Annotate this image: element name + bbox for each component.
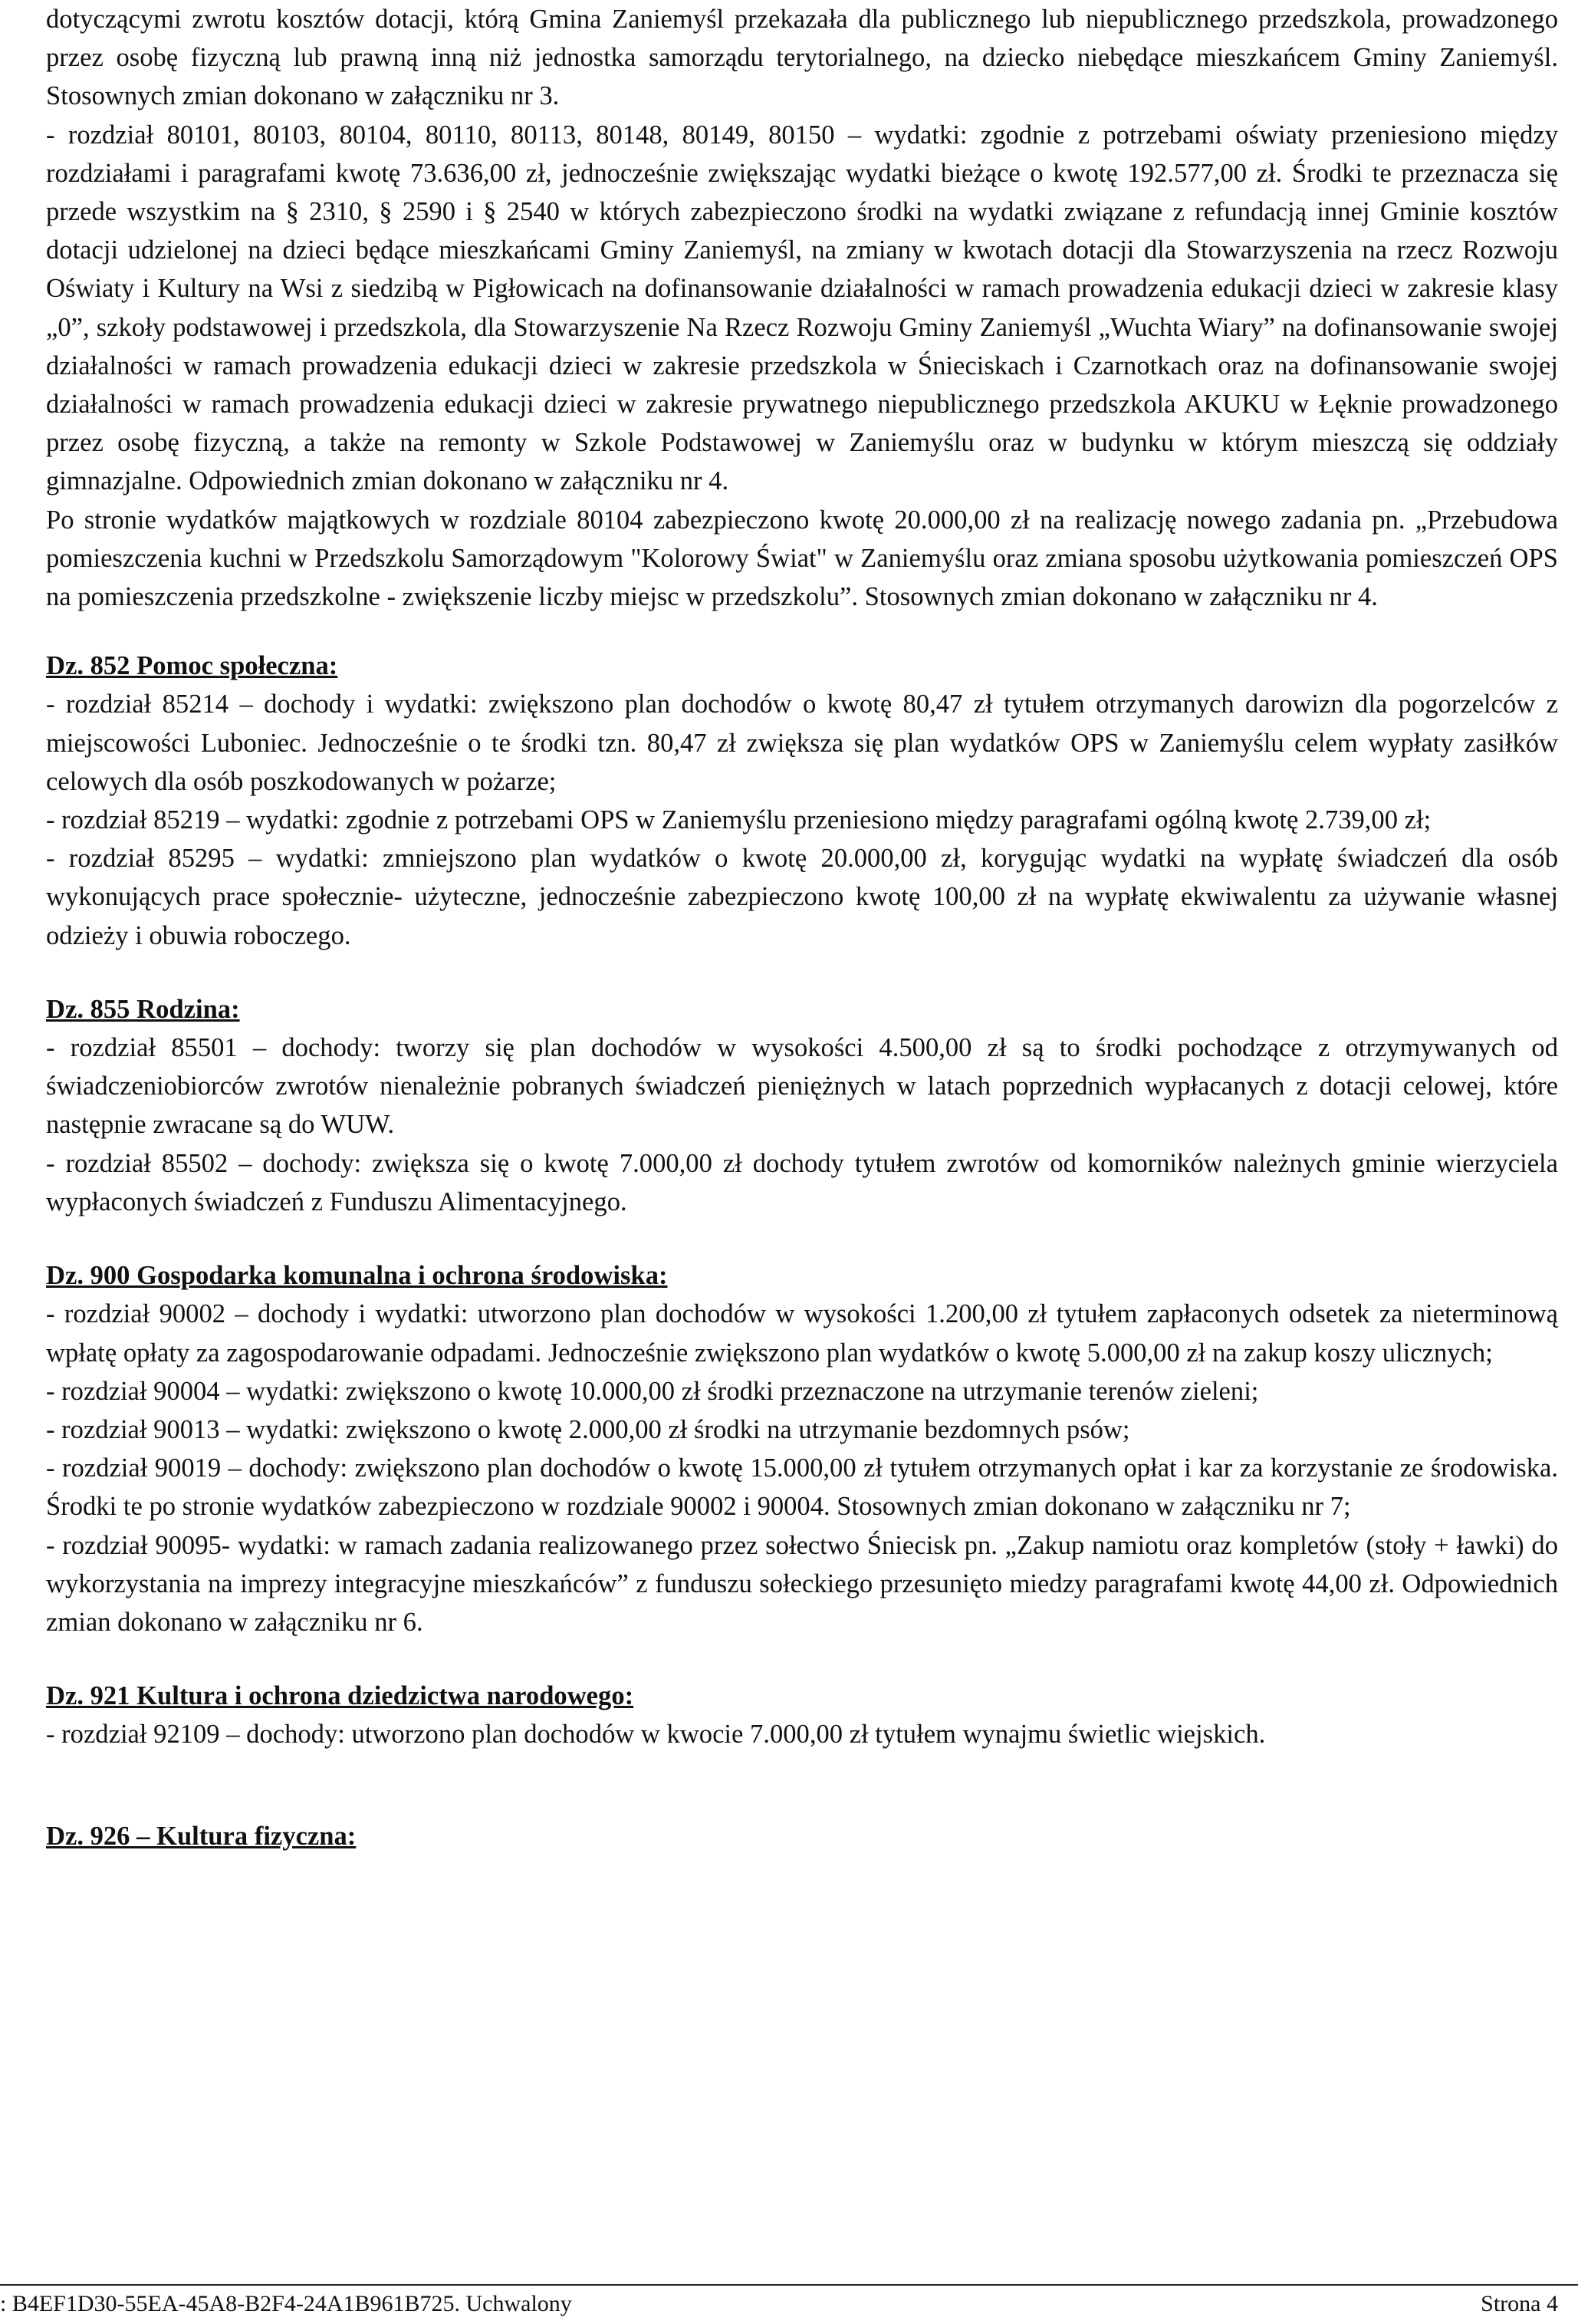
document-id: : B4EF1D30-55EA-45A8-B2F4-24A1B961B725. Uchwalony	[0, 2291, 572, 2316]
intro-paragraph-3: Po stronie wydatków majątkowych w rozdziale 80104 zabezpieczono kwotę 20.000,00 zł na realizację nowego zadania pn. „Przebudowa pomieszczenia kuchni w Przedszkolu Samorządowym "Kolorowy Świat" w Zaniemyślu oraz zmiana sposobu użytkowania pomieszczeń OPS na pomieszczenia przedszkolne - zwiększenie liczby miejsc w przedszkolu”. Stosownych zmian dokonano w załączniku nr 4.	[46, 505, 1558, 612]
footer-divider	[0, 2284, 1578, 2286]
section-921-heading: Dz. 921 Kultura i ochrona dziedzictwa narodowego:	[46, 1681, 634, 1711]
section-900-heading: Dz. 900 Gospodarka komunalna i ochrona środowiska:	[46, 1261, 668, 1291]
intro-paragraph-1: dotyczącymi zwrotu kosztów dotacji, którą Gmina Zaniemyśl przekazała dla publicznego lub niepublicznego przedszkola, prowadzonego przez osobę fizyczną lub prawną inną niż jednostka samorządu terytorialnego, na dziecko niebędące mieszkańcem Gminy Zaniemyśl. Stosownych zmian dokonano w załączniku nr 3.	[46, 5, 1558, 111]
page-footer	[0, 2289, 1558, 2319]
section-921-paragraph-1: - rozdział 92109 – dochody: utworzono plan dochodów w kwocie 7.000,00 zł tytułem wynajmu świetlic wiejskich.	[46, 1720, 1266, 1750]
section-852-paragraph-1: - rozdział 85214 – dochody i wydatki: zwiększono plan dochodów o kwotę 80,47 zł tytułem otrzymanych darowizn dla pogorzelców z miejscowości Luboniec. Jednocześnie o te środki tzn. 80,47 zł zwiększa się plan wydatków OPS w Zaniemyślu celem wypłaty zasiłków celowych dla osób poszkodowanych w pożarze;	[46, 690, 1558, 796]
section-852-heading: Dz. 852 Pomoc społeczna:	[46, 651, 338, 681]
section-900-paragraph-5: - rozdział 90095- wydatki: w ramach zadania realizowanego przez sołectwo Śniecisk pn. „Zakup namiotu oraz kompletów (stoły + ławki) do wykorzystania na imprezy integracyjne mieszkańców” z funduszu sołeckiego przesunięto miedzy paragrafami kwotę 44,00 zł. Odpowiednich zmian dokonano w załączniku nr 6.	[46, 1530, 1558, 1637]
section-852-paragraph-3: - rozdział 85295 – wydatki: zmniejszono plan wydatków o kwotę 20.000,00 zł, korygując wydatki na wypłatę świadczeń dla osób wykonujących prace społecznie- użyteczne, jednocześnie zabezpieczono kwotę 100,00 zł na wypłatę ekwiwalentu za używanie własnej odzieży i obuwia roboczego.	[46, 844, 1558, 950]
section-855-paragraph-1: - rozdział 85501 – dochody: tworzy się plan dochodów w wysokości 4.500,00 zł są to środki pochodzące z otrzymywanych od świadczeniobiorców zwrotów nienależnie pobranych świadczeń pieniężnych w latach poprzednich wypłacanych z dotacji celowej, które następnie zwracane są do WUW.	[46, 1033, 1558, 1140]
section-900-paragraph-4: - rozdział 90019 – dochody: zwiększono plan dochodów o kwotę 15.000,00 zł tytułem otrzymanych opłat i kar za korzystanie ze środowiska. Środki te po stronie wydatków zabezpieczono w rozdziale 90002 i 90004. Stosownych zmian dokonano w załączniku nr 7;	[46, 1453, 1558, 1522]
section-900-paragraph-2: - rozdział 90004 – wydatki: zwiększono o kwotę 10.000,00 zł środki przeznaczone na utrzymanie terenów zieleni;	[46, 1376, 1259, 1406]
intro-paragraph-2: - rozdział 80101, 80103, 80104, 80110, 80113, 80148, 80149, 80150 – wydatki: zgodnie z potrzebami oświaty przeniesiono między rozdziałami i paragrafami kwotę 73.636,00 zł, jednocześnie zwiększając wydatki bieżące o kwotę 192.577,00 zł. Środki te przeznacza się przede wszystkim na § 2310, § 2590 i § 2540 w których zabezpieczono środki na wydatki związane z refundacją innej Gminie kosztów dotacji udzielonej na dzieci będące mieszkańcami Gminy Zaniemyśl, na zmiany w kwotach dotacji dla Stowarzyszenia na rzecz Rozwoju Oświaty i Kultury na Wsi z siedzibą w Pigłowicach na dofinansowanie działalności w ramach prowadzenia edukacji dzieci w zakresie klasy „0”, szkoły podstawowej i przedszkola, dla Stowarzyszenie Na Rzecz Rozwoju Gminy Zaniemyśl „Wuchta Wiary” na dofinansowanie swojej działalności w ramach prowadzenia edukacji dzieci w zakresie przedszkola w Śnieciskach i Czarnotkach oraz na dofinansowanie swojej działalności w ramach prowadzenia edukacji dzieci w zakresie prywatnego niepublicznego przedszkola AKUKU w Łęknie prowadzonego przez osobę fizyczną, a także na remonty w Szkole Podstawowej w Zaniemyślu oraz w budynku w którym mieszczą się oddziały gimnazjalne. Odpowiednich zmian dokonano w załączniku nr 4.	[46, 120, 1558, 496]
document-page	[46, 0, 1558, 1855]
page-number: Strona 4	[1481, 2291, 1558, 2316]
section-926-heading: Dz. 926 – Kultura fizyczna:	[46, 1821, 357, 1851]
section-900-paragraph-1: - rozdział 90002 – dochody i wydatki: utworzono plan dochodów w wysokości 1.200,00 zł tytułem zapłaconych odsetek za nieterminową wpłatę opłaty za zagospodarowanie odpadami. Jednocześnie zwiększono plan wydatków o kwotę 5.000,00 zł na zakup koszy ulicznych;	[46, 1299, 1558, 1368]
section-852-paragraph-2: - rozdział 85219 – wydatki: zgodnie z potrzebami OPS w Zaniemyślu przeniesiono między paragrafami ogólną kwotę 2.739,00 zł;	[46, 805, 1432, 835]
section-900-paragraph-3: - rozdział 90013 – wydatki: zwiększono o kwotę 2.000,00 zł środki na utrzymanie bezdomnych psów;	[46, 1414, 1130, 1444]
section-855-paragraph-2: - rozdział 85502 – dochody: zwiększa się o kwotę 7.000,00 zł dochody tytułem zwrotów od komorników należnych gminie wierzyciela wypłaconych świadczeń z Funduszu Alimentacyjnego.	[46, 1148, 1558, 1216]
section-855-heading: Dz. 855 Rodzina:	[46, 994, 240, 1024]
